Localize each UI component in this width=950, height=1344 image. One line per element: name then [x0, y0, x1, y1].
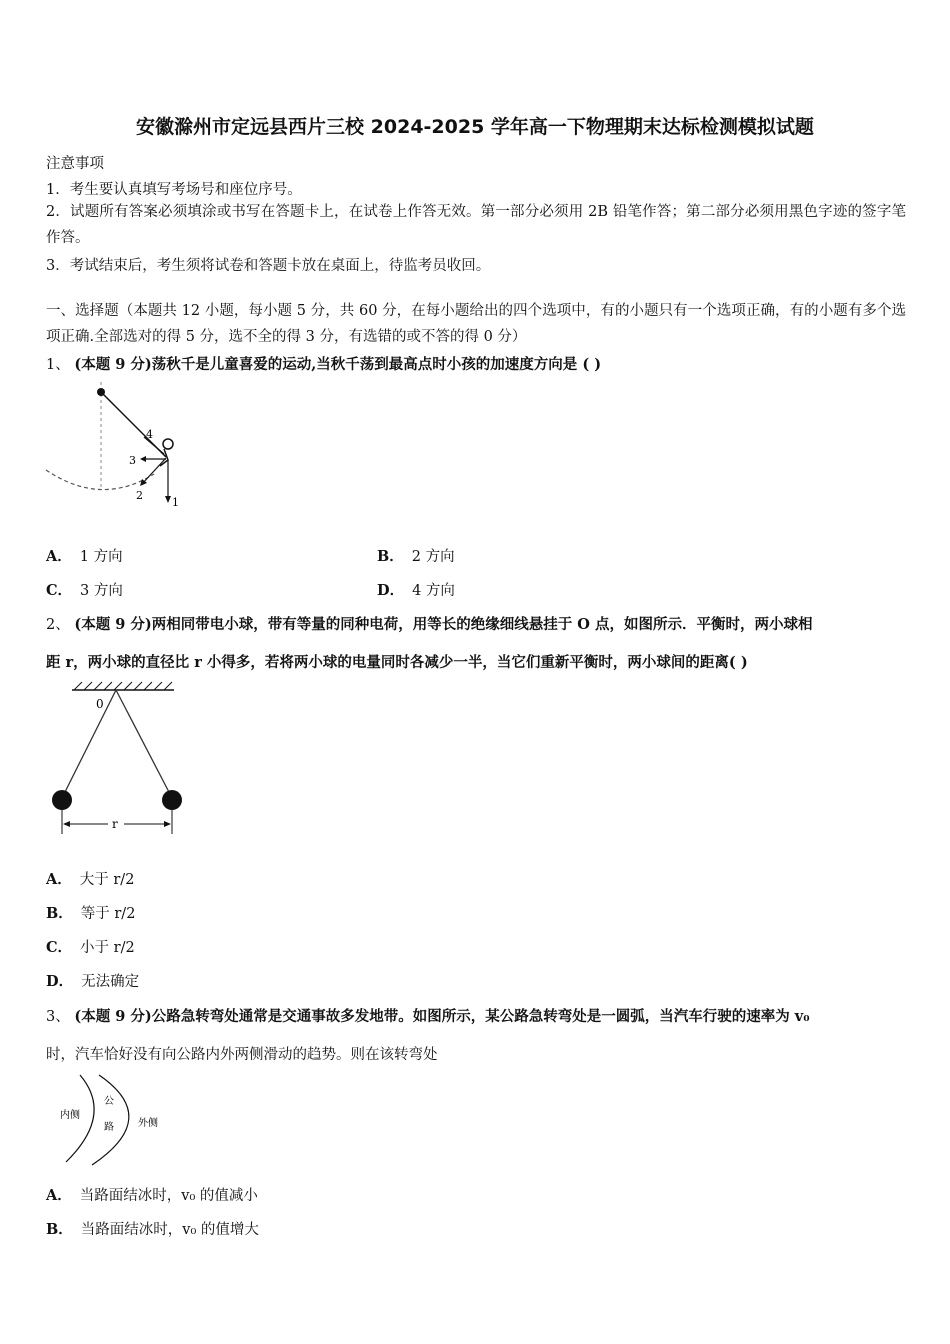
question-3 — [46, 1005, 810, 1026]
label-inner: 内侧 — [60, 1110, 80, 1121]
road-curve-figure — [44, 1070, 184, 1170]
label-1: 1 — [172, 496, 179, 509]
option-key: D． — [377, 582, 405, 599]
option-text: 当路面结冰时，v₀ 的值减小 — [79, 1188, 258, 1204]
option-b[interactable] — [46, 902, 135, 923]
question-stem-cont: 时，汽车恰好没有向公路内外两侧滑动的趋势。则在该转弯处 — [46, 1047, 438, 1063]
question-stem: (本题 9 分)公路急转弯处通常是交通事故多发地带。如图所示，某公路急转弯处是一圆弧，当汽车行驶的速率为 v₀ — [74, 1008, 810, 1025]
label-road-1: 公 — [104, 1096, 114, 1107]
option-key: B． — [46, 905, 73, 922]
option-text: 大于 r/2 — [79, 872, 135, 888]
question-number: 2、 — [46, 617, 70, 633]
notice-heading: 注意事项 — [46, 156, 104, 172]
child-head — [163, 439, 173, 449]
option-key: C． — [46, 582, 73, 599]
option-text: 无法确定 — [81, 974, 140, 990]
option-key: B． — [46, 1221, 73, 1238]
label-2: 2 — [136, 489, 143, 502]
question-number: 1、 — [46, 357, 70, 373]
question-number: 3、 — [46, 1009, 70, 1025]
question-stem: (本题 9 分)荡秋千是儿童喜爱的运动,当秋千荡到最高点时小孩的加速度方向是 ( ) — [74, 356, 602, 373]
option-a[interactable] — [46, 1184, 258, 1205]
swing-path — [46, 470, 154, 490]
option-key: B． — [377, 548, 404, 565]
page-title: 安徽滁州市定远县西片三校 2024-2025 学年高一下物理期末达标检测模拟试题 — [136, 116, 814, 138]
left-thread — [63, 690, 116, 796]
section-heading: 一、选择题（本题共 12 小题，每小题 5 分，共 60 分，在每小题给出的四个选项中，有的小题只有一个选项正确，有的小题有多个选项正确.全部选对的得 5 分，选不全的得 3 分，有选错的或不答的得 0 分） — [46, 303, 906, 345]
notice-item: 3．考试结束后，考生须将试卷和答题卡放在桌面上，待监考员收回。 — [46, 258, 491, 274]
option-key: D． — [46, 973, 74, 990]
option-key: C． — [46, 939, 73, 956]
road-outer-edge — [92, 1075, 129, 1165]
notice-item: 2．试题所有答案必须填涂或书写在答题卡上，在试卷上作答无效。第一部分必须用 2B 铅笔作答；第二部分必须用黑色字迹的签字笔作答。 — [46, 204, 906, 246]
notice-item: 1．考生要认真填写考场号和座位序号。 — [46, 182, 302, 198]
label-r: r — [112, 817, 118, 831]
option-text: 1 方向 — [79, 549, 123, 565]
option-c[interactable] — [46, 579, 123, 600]
charged-balls-figure — [44, 680, 194, 840]
option-d[interactable] — [46, 970, 139, 991]
label-road-2: 路 — [104, 1122, 114, 1133]
question-stem: (本题 9 分)两相同带电小球，带有等量的同种电荷，用等长的绝缘细线悬挂于 O 点，如图所示．平衡时，两小球相 — [74, 616, 813, 633]
right-ball — [162, 790, 182, 810]
option-text: 小于 r/2 — [80, 940, 135, 956]
option-b[interactable] — [46, 1218, 259, 1239]
question-stem-cont: 距 r，两小球的直径比 r 小得多，若将两小球的电量同时各减少一半，当它们重新平衡时，两小球间的距离( ) — [46, 654, 748, 671]
question-2 — [46, 613, 812, 634]
label-o: 0 — [96, 697, 104, 711]
option-key: A． — [46, 1187, 72, 1204]
left-ball — [52, 790, 72, 810]
option-text: 当路面结冰时，v₀ 的值增大 — [80, 1222, 259, 1238]
option-a[interactable] — [46, 545, 123, 566]
question-1 — [46, 353, 601, 374]
option-d[interactable] — [377, 579, 455, 600]
arrow-2 — [142, 458, 166, 484]
label-3: 3 — [129, 454, 136, 467]
option-c[interactable] — [46, 936, 135, 957]
option-key: A． — [46, 871, 72, 888]
option-key: A． — [46, 548, 72, 565]
option-a[interactable] — [46, 868, 134, 889]
option-text: 4 方向 — [412, 583, 455, 599]
right-thread — [116, 690, 171, 796]
option-b[interactable] — [377, 545, 455, 566]
option-text: 2 方向 — [411, 549, 455, 565]
option-text: 3 方向 — [80, 583, 123, 599]
option-text: 等于 r/2 — [80, 906, 136, 922]
swing-figure — [44, 382, 194, 512]
label-4: 4 — [146, 428, 153, 441]
label-outer: 外侧 — [138, 1118, 158, 1129]
